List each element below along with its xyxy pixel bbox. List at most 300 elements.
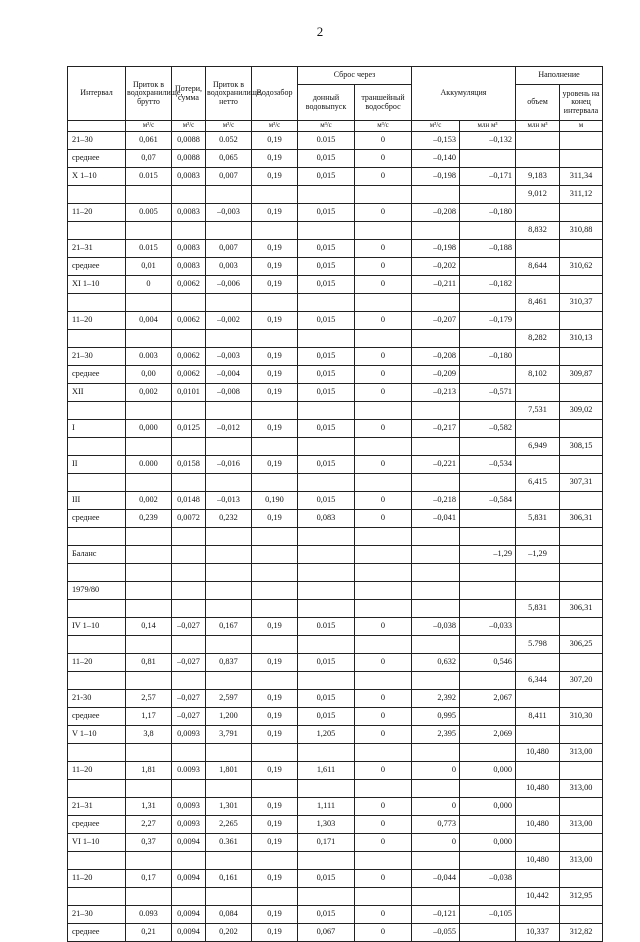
cell-losses: 0,0083 <box>172 204 206 222</box>
cell-inflow-gross <box>126 528 172 546</box>
cell-intake <box>252 402 298 420</box>
cell-trench-spillway: 0 <box>355 384 412 402</box>
cell-inflow-gross: 0,01 <box>126 258 172 276</box>
cell-interval: среднее <box>68 708 126 726</box>
cell-bottom-outlet <box>298 546 355 564</box>
table-row <box>68 618 603 636</box>
cell-interval: среднее <box>68 366 126 384</box>
cell-volume: 8,832 <box>516 222 560 240</box>
cell-accum-mln <box>460 636 516 654</box>
table-row <box>68 366 603 384</box>
cell-accum-mln: 0,000 <box>460 798 516 816</box>
cell-trench-spillway: 0 <box>355 204 412 222</box>
cell-intake <box>252 222 298 240</box>
cell-intake: 0,190 <box>252 492 298 510</box>
cell-volume <box>516 132 560 150</box>
cell-inflow-net: 3,791 <box>206 726 252 744</box>
cell-volume <box>516 276 560 294</box>
cell-accum-mln <box>460 438 516 456</box>
cell-interval <box>68 474 126 492</box>
table-row <box>68 456 603 474</box>
cell-interval: 11–20 <box>68 870 126 888</box>
cell-losses: 0,0093 <box>172 726 206 744</box>
cell-inflow-net: 0,007 <box>206 240 252 258</box>
cell-accum-mln <box>460 564 516 582</box>
cell-accum-mln: –0,179 <box>460 312 516 330</box>
cell-trench-spillway: 0 <box>355 366 412 384</box>
table-row <box>68 204 603 222</box>
cell-accum-mln <box>460 186 516 204</box>
cell-trench-spillway: 0 <box>355 834 412 852</box>
cell-inflow-gross <box>126 330 172 348</box>
cell-accum-m3s <box>412 294 460 312</box>
cell-inflow-net <box>206 222 252 240</box>
header-inflow-gross: Приток в водохранилище, брутто <box>126 67 172 121</box>
cell-interval: 21-30 <box>68 690 126 708</box>
cell-accum-m3s: –0,055 <box>412 924 460 942</box>
cell-volume: 6,415 <box>516 474 560 492</box>
cell-volume: 9,012 <box>516 186 560 204</box>
table-row <box>68 438 603 456</box>
cell-inflow-gross: 0,07 <box>126 150 172 168</box>
cell-losses <box>172 294 206 312</box>
cell-intake: 0,19 <box>252 654 298 672</box>
cell-interval <box>68 294 126 312</box>
cell-accum-m3s <box>412 474 460 492</box>
cell-losses: 0,0094 <box>172 834 206 852</box>
cell-accum-mln <box>460 888 516 906</box>
cell-level <box>560 906 603 924</box>
cell-bottom-outlet: 0,015 <box>298 240 355 258</box>
cell-inflow-net <box>206 636 252 654</box>
cell-accum-mln: –0,584 <box>460 492 516 510</box>
cell-inflow-gross: 0,17 <box>126 870 172 888</box>
cell-interval: 21–30 <box>68 348 126 366</box>
cell-intake: 0,19 <box>252 690 298 708</box>
cell-inflow-net <box>206 474 252 492</box>
cell-accum-mln <box>460 330 516 348</box>
cell-inflow-gross: 1,81 <box>126 762 172 780</box>
cell-inflow-gross: 0,00 <box>126 366 172 384</box>
unit-cell: м³/с <box>412 121 460 132</box>
header-interval: Интервал <box>68 67 126 121</box>
cell-intake: 0,19 <box>252 708 298 726</box>
cell-accum-mln <box>460 258 516 276</box>
cell-level <box>560 492 603 510</box>
cell-accum-m3s: –0,044 <box>412 870 460 888</box>
cell-volume <box>516 240 560 258</box>
cell-accum-m3s: –0,218 <box>412 492 460 510</box>
cell-trench-spillway: 0 <box>355 348 412 366</box>
table-row <box>68 168 603 186</box>
cell-inflow-net <box>206 402 252 420</box>
cell-trench-spillway: 0 <box>355 492 412 510</box>
cell-trench-spillway <box>355 582 412 600</box>
cell-interval: XII <box>68 384 126 402</box>
unit-cell: м³/с <box>172 121 206 132</box>
cell-inflow-net: –0,003 <box>206 204 252 222</box>
cell-accum-mln: 0,000 <box>460 834 516 852</box>
cell-trench-spillway: 0 <box>355 240 412 258</box>
header-discharge-group: Сброс через <box>298 67 412 85</box>
cell-inflow-gross <box>126 672 172 690</box>
header-losses: Потери, сумма <box>172 67 206 121</box>
cell-intake <box>252 600 298 618</box>
cell-interval: X 1–10 <box>68 168 126 186</box>
cell-intake: 0,19 <box>252 816 298 834</box>
cell-intake <box>252 636 298 654</box>
cell-losses <box>172 330 206 348</box>
cell-level: 310,62 <box>560 258 603 276</box>
cell-losses: 0,0125 <box>172 420 206 438</box>
cell-bottom-outlet: 0,015 <box>298 708 355 726</box>
cell-losses: 0,0062 <box>172 276 206 294</box>
cell-losses: 0,0083 <box>172 258 206 276</box>
cell-inflow-net: 0,084 <box>206 906 252 924</box>
cell-accum-m3s: –0,198 <box>412 168 460 186</box>
cell-accum-mln: –0,582 <box>460 420 516 438</box>
cell-level: 310,88 <box>560 222 603 240</box>
cell-level: 313,00 <box>560 852 603 870</box>
cell-intake <box>252 546 298 564</box>
cell-level <box>560 762 603 780</box>
cell-bottom-outlet: 0,083 <box>298 510 355 528</box>
cell-inflow-net <box>206 780 252 798</box>
cell-inflow-gross: 0.003 <box>126 348 172 366</box>
cell-inflow-net <box>206 888 252 906</box>
cell-bottom-outlet: 0,015 <box>298 348 355 366</box>
cell-trench-spillway <box>355 546 412 564</box>
cell-accum-m3s <box>412 582 460 600</box>
cell-trench-spillway <box>355 330 412 348</box>
table-row <box>68 762 603 780</box>
cell-inflow-net: –0,008 <box>206 384 252 402</box>
cell-inflow-net: –0,016 <box>206 456 252 474</box>
cell-level <box>560 204 603 222</box>
cell-interval: 21–31 <box>68 240 126 258</box>
table-row <box>68 888 603 906</box>
cell-level <box>560 150 603 168</box>
cell-losses: –0,027 <box>172 618 206 636</box>
cell-level: 310,30 <box>560 708 603 726</box>
cell-accum-m3s: –0,198 <box>412 240 460 258</box>
cell-losses: 0,0062 <box>172 312 206 330</box>
cell-inflow-gross: 0.093 <box>126 906 172 924</box>
cell-level: 312,95 <box>560 888 603 906</box>
cell-inflow-net: 0,232 <box>206 510 252 528</box>
cell-trench-spillway: 0 <box>355 654 412 672</box>
cell-accum-mln: 2,067 <box>460 690 516 708</box>
cell-accum-m3s <box>412 852 460 870</box>
cell-volume <box>516 798 560 816</box>
cell-inflow-net: 0,161 <box>206 870 252 888</box>
cell-trench-spillway: 0 <box>355 816 412 834</box>
cell-losses: 0,0083 <box>172 240 206 258</box>
table-row <box>68 330 603 348</box>
cell-accum-m3s: –0,213 <box>412 384 460 402</box>
unit-cell-empty <box>68 121 126 132</box>
cell-intake: 0,19 <box>252 276 298 294</box>
cell-losses: 0,0072 <box>172 510 206 528</box>
unit-cell: млн м³ <box>460 121 516 132</box>
cell-losses: 0,0094 <box>172 924 206 942</box>
cell-bottom-outlet: 0.015 <box>298 618 355 636</box>
cell-accum-mln <box>460 402 516 420</box>
cell-losses <box>172 672 206 690</box>
cell-accum-mln <box>460 222 516 240</box>
cell-accum-m3s: –0,202 <box>412 258 460 276</box>
cell-accum-m3s <box>412 186 460 204</box>
cell-intake <box>252 186 298 204</box>
cell-accum-m3s <box>412 438 460 456</box>
page-number: 2 <box>316 24 324 39</box>
cell-volume: 6,949 <box>516 438 560 456</box>
cell-accum-mln: –0,105 <box>460 906 516 924</box>
cell-inflow-net <box>206 564 252 582</box>
cell-bottom-outlet: 0,015 <box>298 870 355 888</box>
cell-accum-m3s <box>412 330 460 348</box>
cell-trench-spillway: 0 <box>355 168 412 186</box>
cell-interval <box>68 672 126 690</box>
cell-accum-m3s <box>412 672 460 690</box>
cell-bottom-outlet <box>298 744 355 762</box>
header-accumulation: Аккумуляция <box>412 67 516 121</box>
table-row <box>68 564 603 582</box>
cell-interval <box>68 528 126 546</box>
cell-losses <box>172 744 206 762</box>
cell-bottom-outlet: 0,015 <box>298 654 355 672</box>
cell-losses: 0,0158 <box>172 456 206 474</box>
cell-level <box>560 456 603 474</box>
cell-inflow-gross: 0.000 <box>126 456 172 474</box>
cell-level: 307,20 <box>560 672 603 690</box>
cell-inflow-gross <box>126 222 172 240</box>
cell-volume <box>516 870 560 888</box>
cell-intake: 0,19 <box>252 132 298 150</box>
cell-losses: 0,0088 <box>172 132 206 150</box>
cell-losses: –0,027 <box>172 654 206 672</box>
cell-accum-mln: –0,188 <box>460 240 516 258</box>
units-row <box>68 121 603 132</box>
cell-accum-m3s <box>412 780 460 798</box>
cell-inflow-gross <box>126 564 172 582</box>
cell-volume: 8,411 <box>516 708 560 726</box>
unit-cell: м³/с <box>252 121 298 132</box>
cell-accum-m3s: –0,121 <box>412 906 460 924</box>
cell-interval: 11–20 <box>68 654 126 672</box>
cell-inflow-net <box>206 546 252 564</box>
cell-intake: 0,19 <box>252 762 298 780</box>
table-row <box>68 546 603 564</box>
cell-accum-mln <box>460 816 516 834</box>
table-row <box>68 222 603 240</box>
cell-bottom-outlet <box>298 294 355 312</box>
cell-inflow-net: –0,003 <box>206 348 252 366</box>
cell-inflow-net: 0,065 <box>206 150 252 168</box>
cell-interval: XI 1–10 <box>68 276 126 294</box>
cell-volume <box>516 456 560 474</box>
cell-intake <box>252 528 298 546</box>
cell-interval <box>68 636 126 654</box>
cell-volume: 10,480 <box>516 816 560 834</box>
cell-losses: 0,0062 <box>172 348 206 366</box>
cell-losses: 0,0094 <box>172 870 206 888</box>
cell-accum-m3s <box>412 636 460 654</box>
table-row <box>68 348 603 366</box>
cell-bottom-outlet: 1,111 <box>298 798 355 816</box>
cell-volume: 8,102 <box>516 366 560 384</box>
cell-intake: 0,19 <box>252 366 298 384</box>
cell-interval <box>68 852 126 870</box>
cell-bottom-outlet: 0,015 <box>298 312 355 330</box>
cell-intake: 0,19 <box>252 348 298 366</box>
cell-trench-spillway: 0 <box>355 258 412 276</box>
cell-interval <box>68 744 126 762</box>
cell-inflow-gross: 0.015 <box>126 240 172 258</box>
cell-volume: 5,831 <box>516 600 560 618</box>
cell-bottom-outlet: 0,067 <box>298 924 355 942</box>
cell-intake: 0,19 <box>252 726 298 744</box>
cell-interval: VI 1–10 <box>68 834 126 852</box>
cell-interval: среднее <box>68 816 126 834</box>
cell-level <box>560 726 603 744</box>
table-row <box>68 870 603 888</box>
cell-volume: 10,480 <box>516 852 560 870</box>
cell-losses: 0,0083 <box>172 168 206 186</box>
cell-accum-m3s: –0,207 <box>412 312 460 330</box>
cell-accum-m3s: –0,153 <box>412 132 460 150</box>
cell-trench-spillway <box>355 672 412 690</box>
cell-inflow-gross <box>126 888 172 906</box>
cell-losses: 0,0093 <box>172 816 206 834</box>
table-row <box>68 492 603 510</box>
cell-level <box>560 132 603 150</box>
cell-level: 311,12 <box>560 186 603 204</box>
cell-inflow-net <box>206 438 252 456</box>
cell-trench-spillway: 0 <box>355 510 412 528</box>
cell-inflow-gross: 0,000 <box>126 420 172 438</box>
cell-inflow-net: 0.361 <box>206 834 252 852</box>
cell-inflow-net: 0,003 <box>206 258 252 276</box>
cell-inflow-gross <box>126 546 172 564</box>
cell-interval: V 1–10 <box>68 726 126 744</box>
table-row <box>68 402 603 420</box>
cell-bottom-outlet <box>298 852 355 870</box>
cell-level: 308,15 <box>560 438 603 456</box>
cell-accum-mln <box>460 294 516 312</box>
unit-cell: млн м³ <box>516 121 560 132</box>
cell-volume <box>516 762 560 780</box>
cell-accum-mln: –0,038 <box>460 870 516 888</box>
cell-trench-spillway: 0 <box>355 420 412 438</box>
cell-trench-spillway <box>355 186 412 204</box>
cell-losses: –0,027 <box>172 690 206 708</box>
cell-inflow-net <box>206 600 252 618</box>
cell-inflow-gross: 2,27 <box>126 816 172 834</box>
cell-inflow-gross: 0,37 <box>126 834 172 852</box>
cell-interval: 1979/80 <box>68 582 126 600</box>
header-volume: объем <box>516 85 560 121</box>
table-row <box>68 852 603 870</box>
cell-losses <box>172 852 206 870</box>
cell-volume: 8,644 <box>516 258 560 276</box>
cell-intake: 0,19 <box>252 798 298 816</box>
cell-inflow-net <box>206 528 252 546</box>
cell-intake: 0,19 <box>252 384 298 402</box>
cell-accum-mln: –0,571 <box>460 384 516 402</box>
cell-bottom-outlet: 0,015 <box>298 384 355 402</box>
table-row <box>68 240 603 258</box>
table-row <box>68 474 603 492</box>
cell-accum-m3s <box>412 222 460 240</box>
cell-bottom-outlet <box>298 186 355 204</box>
cell-interval <box>68 222 126 240</box>
cell-volume: 10,337 <box>516 924 560 942</box>
cell-bottom-outlet <box>298 438 355 456</box>
cell-inflow-gross: 0,004 <box>126 312 172 330</box>
cell-inflow-gross: 3,8 <box>126 726 172 744</box>
cell-level <box>560 618 603 636</box>
cell-inflow-gross: 0,061 <box>126 132 172 150</box>
cell-inflow-net: 1,200 <box>206 708 252 726</box>
cell-interval: III <box>68 492 126 510</box>
cell-volume <box>516 492 560 510</box>
table-row <box>68 600 603 618</box>
unit-cell: м³/с <box>355 121 412 132</box>
cell-interval <box>68 564 126 582</box>
cell-accum-m3s <box>412 888 460 906</box>
cell-losses <box>172 528 206 546</box>
cell-trench-spillway <box>355 852 412 870</box>
table-row <box>68 150 603 168</box>
cell-losses <box>172 888 206 906</box>
cell-trench-spillway: 0 <box>355 708 412 726</box>
table-row <box>68 798 603 816</box>
cell-volume: 5,831 <box>516 510 560 528</box>
cell-accum-m3s: 2,392 <box>412 690 460 708</box>
cell-bottom-outlet <box>298 780 355 798</box>
header-intake: Водозабор <box>252 67 298 121</box>
cell-level <box>560 564 603 582</box>
cell-bottom-outlet: 0,015 <box>298 276 355 294</box>
cell-level: 311,34 <box>560 168 603 186</box>
cell-inflow-gross <box>126 294 172 312</box>
cell-accum-m3s: –0,041 <box>412 510 460 528</box>
cell-bottom-outlet <box>298 564 355 582</box>
cell-inflow-net: 2,597 <box>206 690 252 708</box>
cell-inflow-net <box>206 582 252 600</box>
cell-accum-m3s: 0,995 <box>412 708 460 726</box>
cell-trench-spillway <box>355 600 412 618</box>
cell-intake <box>252 330 298 348</box>
cell-intake <box>252 474 298 492</box>
cell-inflow-gross <box>126 402 172 420</box>
cell-level: 307,31 <box>560 474 603 492</box>
cell-accum-mln <box>460 600 516 618</box>
cell-inflow-gross <box>126 438 172 456</box>
cell-losses <box>172 546 206 564</box>
cell-inflow-gross: 0,81 <box>126 654 172 672</box>
cell-trench-spillway: 0 <box>355 906 412 924</box>
cell-intake: 0,19 <box>252 420 298 438</box>
header-filling-group: Наполнение <box>516 67 603 85</box>
cell-bottom-outlet: 0,015 <box>298 168 355 186</box>
cell-trench-spillway <box>355 744 412 762</box>
cell-trench-spillway <box>355 222 412 240</box>
cell-losses <box>172 582 206 600</box>
table-row <box>68 726 603 744</box>
cell-level <box>560 654 603 672</box>
